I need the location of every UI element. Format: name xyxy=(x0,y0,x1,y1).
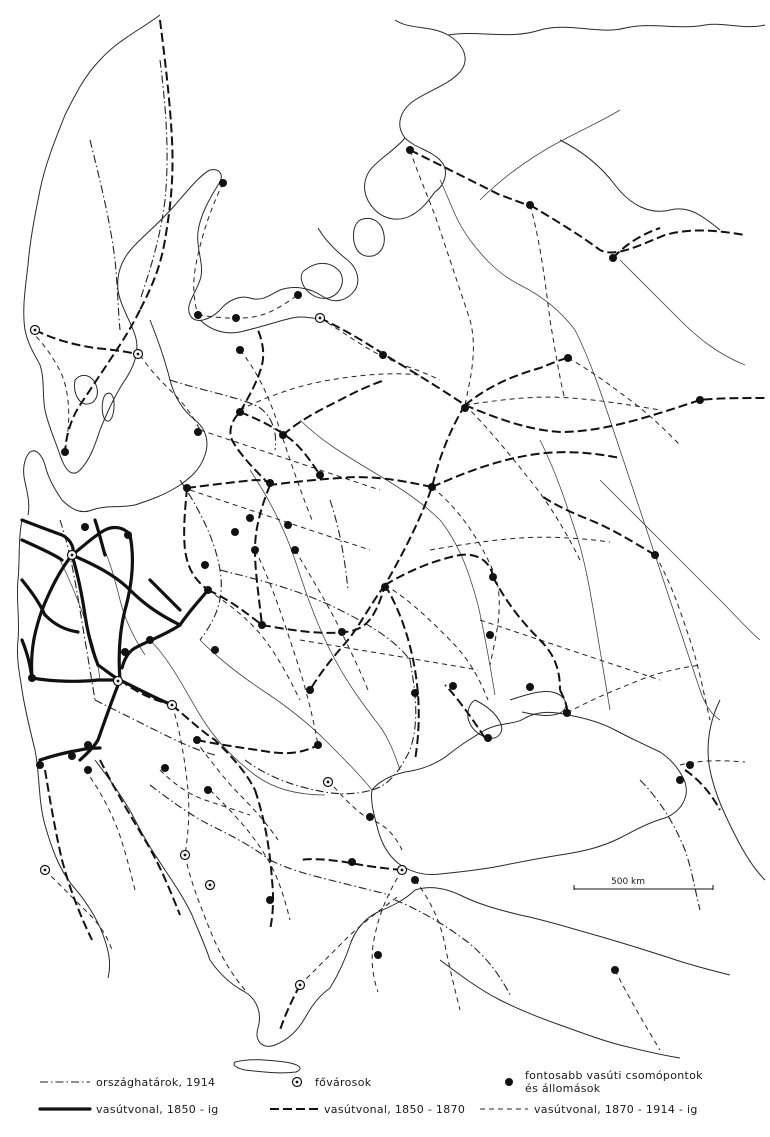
capital-marker xyxy=(181,851,190,860)
capital-marker xyxy=(68,551,77,560)
capital-marker xyxy=(398,866,407,875)
capital-marker xyxy=(324,778,333,787)
capital-marker xyxy=(316,314,325,323)
legend-rail-late-label: vasútvonal, 1870 - 1914 - ig xyxy=(534,1103,698,1116)
capital-marker xyxy=(31,326,40,335)
capital-marker xyxy=(114,677,123,686)
capital-marker xyxy=(296,981,305,990)
capital-marker xyxy=(41,866,50,875)
legend-border-label: országhatárok, 1914 xyxy=(96,1076,216,1089)
scale-label: 500 km xyxy=(611,877,646,887)
legend-junctions-label-1: fontosabb vasúti csomópontok xyxy=(525,1069,703,1082)
capital-marker xyxy=(134,350,143,359)
capital-marker xyxy=(206,881,215,890)
legend-capitals-label: fővárosok xyxy=(315,1076,372,1089)
legend-rail-early-label: vasútvonal, 1850 - ig xyxy=(96,1103,219,1116)
legend-junctions-label-2: és állomások xyxy=(525,1082,601,1095)
capital-marker xyxy=(168,701,177,710)
legend-rail-mid-label: vasútvonal, 1850 - 1870 xyxy=(324,1103,466,1116)
